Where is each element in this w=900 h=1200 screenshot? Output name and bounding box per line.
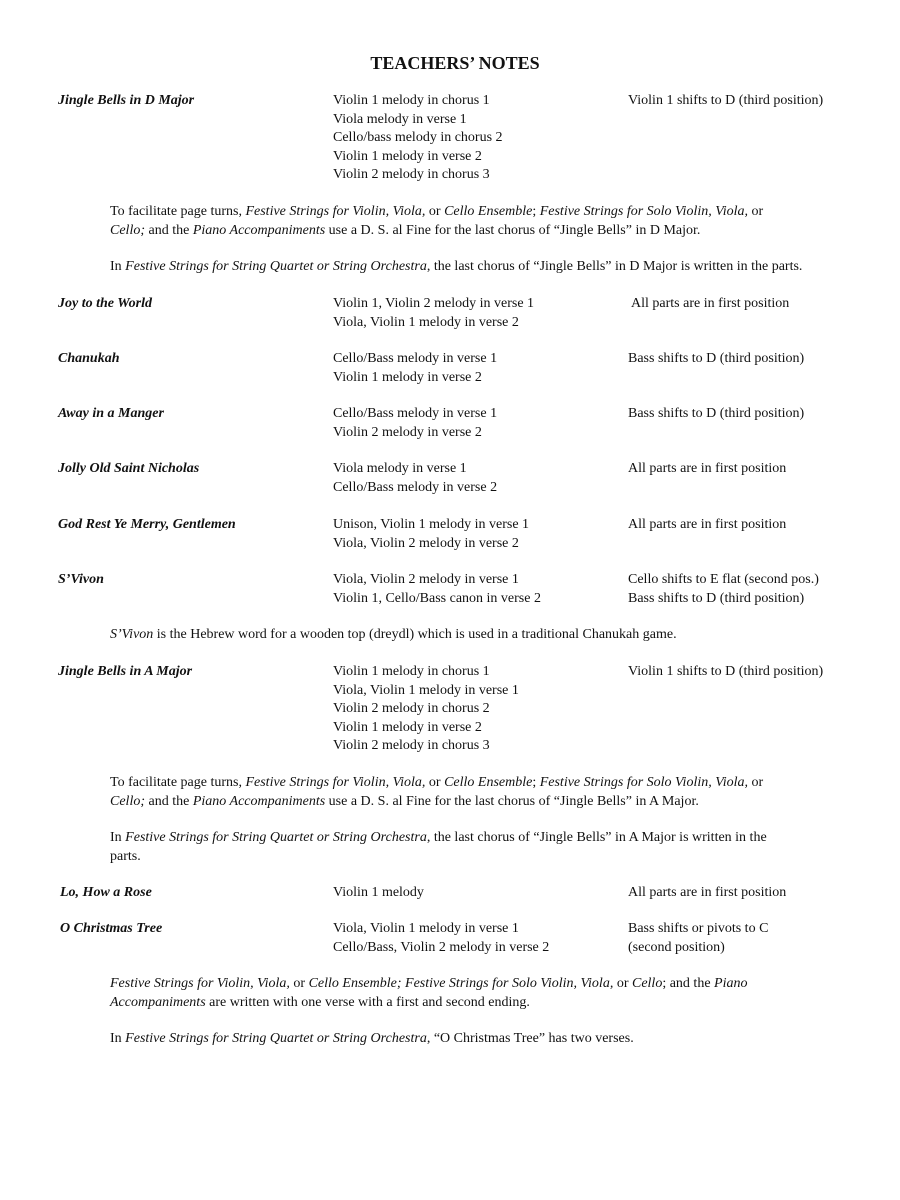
book-title: Festive Strings for String Quartet or String Orchestra bbox=[125, 830, 427, 845]
paragraph-line bbox=[110, 793, 850, 812]
piece-title: S’Vivon bbox=[58, 572, 104, 587]
parts-list bbox=[333, 571, 623, 608]
parts-line: Viola, Violin 1 melody in verse 2 bbox=[333, 314, 519, 330]
text-run: or bbox=[748, 204, 764, 219]
parts-line: Violin 1, Violin 2 melody in verse 1 bbox=[333, 296, 535, 311]
position-note bbox=[628, 350, 896, 369]
book-title: Cello Ensemble; Festive Strings for Solo Violin, Viola, bbox=[308, 976, 614, 991]
parts-line: Violin 1 melody in verse 2 bbox=[333, 369, 482, 385]
paragraph-svivon bbox=[110, 626, 850, 645]
text-run: ; bbox=[532, 204, 540, 219]
text-run: and the bbox=[145, 222, 193, 238]
book-title: Cello Ensemble bbox=[444, 204, 533, 219]
paragraph-page-turns-a bbox=[110, 774, 850, 811]
note-line: Bass shifts to D (third position) bbox=[628, 406, 805, 421]
position-note bbox=[628, 884, 896, 903]
term: S’Vivon bbox=[110, 627, 154, 642]
parts-list bbox=[333, 405, 623, 442]
paragraph-line bbox=[110, 1030, 850, 1049]
paragraph-line bbox=[110, 222, 850, 241]
book-title: Piano Accompaniments bbox=[192, 793, 326, 809]
book-title: Cello bbox=[631, 976, 663, 991]
parts-line: Viola, Violin 2 melody in verse 2 bbox=[333, 535, 519, 551]
piece-title: Lo, How a Rose bbox=[60, 885, 152, 900]
parts-line: Violin 2 melody in chorus 3 bbox=[333, 738, 490, 753]
note-line: Bass shifts or pivots to C bbox=[628, 921, 769, 936]
parts-list bbox=[333, 92, 623, 185]
text-run: are written with one verse with a first and second ending. bbox=[205, 994, 530, 1010]
paragraph-christmas-tree-ensemble bbox=[110, 975, 850, 1012]
parts-line: Viola, Violin 2 melody in verse 1 bbox=[333, 572, 519, 587]
paragraph-line: parts. bbox=[110, 848, 141, 864]
parts-line: Unison, Violin 1 melody in verse 1 bbox=[333, 517, 530, 532]
parts-list bbox=[333, 663, 623, 756]
position-note bbox=[628, 663, 896, 682]
book-title: Festive Strings for String Quartet or String Orchestra bbox=[125, 1031, 427, 1046]
text-run: In bbox=[110, 1031, 126, 1046]
text-run: In bbox=[110, 830, 126, 845]
parts-line: Violin 1 melody bbox=[333, 885, 424, 900]
book-title: Cello; bbox=[110, 222, 145, 238]
piece-title: God Rest Ye Merry, Gentlemen bbox=[58, 517, 236, 532]
parts-line: Violin 1 melody in verse 2 bbox=[333, 148, 482, 164]
text-run: or bbox=[613, 976, 632, 991]
text-run: or bbox=[289, 976, 309, 991]
paragraph-line bbox=[110, 975, 850, 994]
text-run: , “O Christmas Tree” has two verses. bbox=[426, 1031, 634, 1046]
text-run: In bbox=[110, 259, 126, 274]
page-title: TEACHERS’ NOTES bbox=[370, 53, 540, 73]
paragraph-line bbox=[110, 203, 850, 222]
parts-line: Viola, Violin 1 melody in verse 1 bbox=[333, 682, 519, 698]
parts-line: Violin 2 melody in verse 2 bbox=[333, 424, 482, 440]
parts-list bbox=[333, 460, 623, 497]
text-run: or bbox=[425, 775, 445, 790]
position-note bbox=[628, 516, 896, 535]
note-line: All parts are in first position bbox=[628, 461, 787, 476]
position-note bbox=[631, 295, 899, 314]
note-line: Violin 1 shifts to D (third position) bbox=[628, 93, 824, 108]
paragraph-christmas-tree-quartet bbox=[110, 1030, 850, 1049]
book-title: Cello; bbox=[110, 793, 145, 809]
note-line: All parts are in first position bbox=[631, 296, 790, 311]
text-run: use a D. S. al Fine for the last chorus of “Jingle Bells” in A Major. bbox=[325, 793, 699, 809]
parts-list bbox=[333, 350, 623, 387]
piece-title: Joy to the World bbox=[58, 296, 152, 311]
parts-line: Viola, Violin 1 melody in verse 1 bbox=[333, 921, 519, 936]
parts-list bbox=[333, 884, 623, 903]
book-title: Festive Strings for Solo Violin, Viola, bbox=[539, 775, 749, 790]
book-title: Piano bbox=[714, 976, 748, 991]
parts-line: Cello/Bass melody in verse 2 bbox=[333, 479, 498, 495]
parts-line: Cello/Bass, Violin 2 melody in verse 2 bbox=[333, 939, 550, 955]
note-line: Bass shifts to D (third position) bbox=[628, 351, 805, 366]
paragraph-quartet-d bbox=[110, 258, 890, 277]
parts-line: Viola melody in verse 1 bbox=[333, 461, 467, 476]
paragraph-line bbox=[110, 258, 890, 277]
text-run: use a D. S. al Fine for the last chorus of “Jingle Bells” in D Major. bbox=[325, 222, 701, 238]
book-title: Festive Strings for Violin, Viola, bbox=[245, 775, 426, 790]
note-line: Cello shifts to E flat (second pos.) bbox=[628, 572, 819, 587]
note-line: (second position) bbox=[628, 939, 725, 955]
paragraph-page-turns-d bbox=[110, 203, 850, 240]
parts-line: Violin 1 melody in verse 2 bbox=[333, 719, 482, 735]
parts-line: Cello/Bass melody in verse 1 bbox=[333, 406, 498, 421]
parts-line: Cello/bass melody in chorus 2 bbox=[333, 130, 503, 145]
position-note bbox=[628, 405, 896, 424]
book-title: Cello Ensemble bbox=[444, 775, 533, 790]
parts-line: Viola melody in verse 1 bbox=[333, 111, 467, 127]
note-line: Violin 1 shifts to D (third position) bbox=[628, 664, 824, 679]
position-note bbox=[628, 571, 896, 608]
piece-title: Jolly Old Saint Nicholas bbox=[58, 461, 200, 476]
paragraph-line bbox=[110, 626, 850, 645]
paragraph-line bbox=[110, 829, 850, 848]
parts-line: Violin 2 melody in chorus 2 bbox=[333, 701, 490, 716]
paragraph-line bbox=[110, 774, 850, 793]
text-run: To facilitate page turns, bbox=[110, 204, 246, 219]
parts-line: Violin 1, Cello/Bass canon in verse 2 bbox=[333, 590, 541, 606]
note-line: Bass shifts to D (third position) bbox=[628, 590, 805, 606]
position-note bbox=[628, 920, 896, 957]
piece-title: Jingle Bells in D Major bbox=[58, 93, 195, 108]
piece-title: Away in a Manger bbox=[58, 406, 164, 421]
parts-list bbox=[333, 920, 623, 957]
book-title: Accompaniments bbox=[110, 994, 206, 1010]
text-run: ; bbox=[532, 775, 540, 790]
paragraph-quartet-a bbox=[110, 829, 850, 866]
parts-list bbox=[333, 295, 623, 332]
paragraph-line bbox=[110, 994, 850, 1013]
piece-title: Chanukah bbox=[58, 351, 120, 366]
text-run: , the last chorus of “Jingle Bells” in D Major is written in the parts. bbox=[426, 259, 803, 274]
note-line: All parts are in first position bbox=[628, 885, 787, 900]
piece-title: Jingle Bells in A Major bbox=[58, 664, 193, 679]
book-title: Festive Strings for Violin, Viola, bbox=[110, 976, 290, 991]
text-run: To facilitate page turns, bbox=[110, 775, 246, 790]
parts-line: Violin 2 melody in chorus 3 bbox=[333, 167, 490, 182]
note-line: All parts are in first position bbox=[628, 517, 787, 532]
text-run: , the last chorus of “Jingle Bells” in A Major is written in the bbox=[426, 830, 767, 845]
book-title: Piano Accompaniments bbox=[192, 222, 326, 238]
text-run: and the bbox=[145, 793, 193, 809]
text-run: is the Hebrew word for a wooden top (dreydl) which is used in a traditional Chanukah game. bbox=[153, 627, 677, 642]
parts-line: Violin 1 melody in chorus 1 bbox=[333, 664, 490, 679]
parts-line: Cello/Bass melody in verse 1 bbox=[333, 351, 498, 366]
position-note bbox=[628, 460, 896, 479]
piece-title: O Christmas Tree bbox=[60, 921, 163, 936]
parts-line: Violin 1 melody in chorus 1 bbox=[333, 93, 490, 108]
book-title: Festive Strings for Violin, Viola, bbox=[245, 204, 426, 219]
book-title: Festive Strings for Solo Violin, Viola, bbox=[539, 204, 749, 219]
position-note bbox=[628, 92, 896, 111]
text-run: or bbox=[425, 204, 445, 219]
parts-list bbox=[333, 516, 623, 553]
text-run: ; and the bbox=[662, 976, 715, 991]
book-title: Festive Strings for String Quartet or String Orchestra bbox=[125, 259, 427, 274]
text-run: or bbox=[748, 775, 764, 790]
